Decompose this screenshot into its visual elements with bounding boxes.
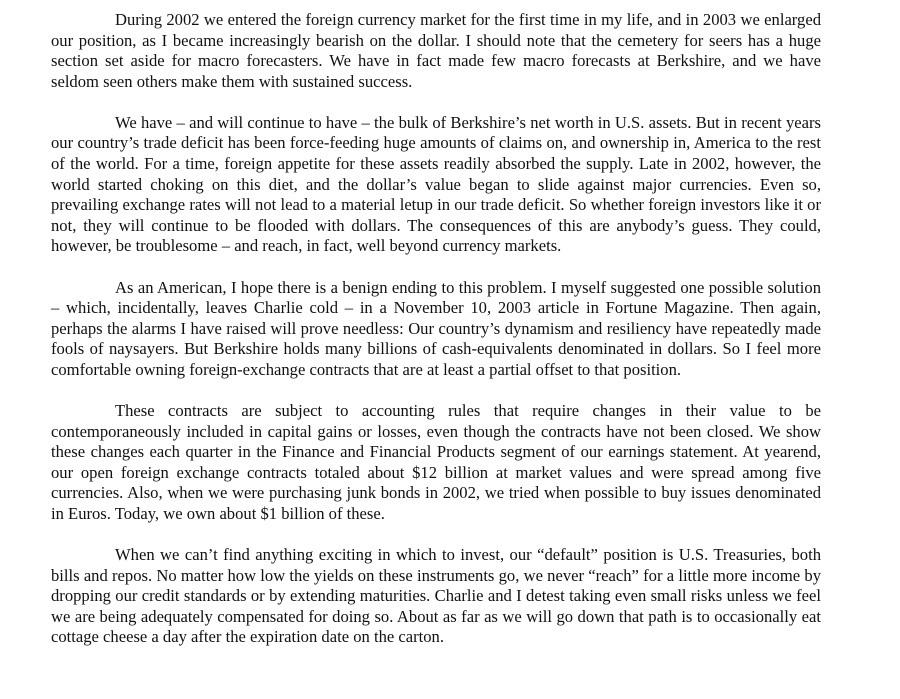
document-page	[51, 10, 821, 648]
paragraph-5: When we can’t find anything exciting in which to invest, our “default” position is U.S. Treasuries, both bills and repos. No matter how low the yields on these instruments go, we never “reach” for a little more income by dropping our credit standards or by extending maturities. Charlie and I detest taking even small risks unless we feel we are being adequately compensated for doing so. About as far as we will go down that path is to occasionally eat cottage cheese a day after the expiration date on the carton.	[51, 545, 821, 647]
paragraph-1: During 2002 we entered the foreign currency market for the first time in my life, and in 2003 we enlarged our position, as I became increasingly bearish on the dollar. I should note that the cemetery for seers has a huge section set aside for macro forecasters. We have in fact made few macro forecasts at Berkshire, and we have seldom seen others make them with sustained success.	[51, 10, 821, 91]
paragraph-4: These contracts are subject to accounting rules that require changes in their value to be contemporaneously included in capital gains or losses, even though the contracts have not been closed. We show these changes each quarter in the Finance and Financial Products segment of our earnings statement. At yearend, our open foreign exchange contracts totaled about $12 billion at market values and were spread among five currencies. Also, when we were purchasing junk bonds in 2002, we tried when possible to buy issues denominated in Euros. Today, we own about $1 billion of these.	[51, 401, 821, 523]
paragraph-3: As an American, I hope there is a benign ending to this problem. I myself suggested one possible solution – which, incidentally, leaves Charlie cold – in a November 10, 2003 article in Fortune Magazine. Then again, perhaps the alarms I have raised will prove needless: Our country’s dynamism and resiliency have repeatedly made fools of naysayers. But Berkshire holds many billions of cash-equivalents denominated in dollars. So I feel more comfortable owning foreign-exchange contracts that are at least a partial offset to that position.	[51, 277, 821, 379]
paragraph-2: We have – and will continue to have – the bulk of Berkshire’s net worth in U.S. assets. But in recent years our country’s trade deficit has been force-feeding huge amounts of claims on, and ownership in, America to the rest of the world. For a time, foreign appetite for these assets readily absorbed the supply. Late in 2002, however, the world started choking on this diet, and the dollar’s value began to slide against major currencies. Even so, prevailing exchange rates will not lead to a material letup in our trade deficit. So whether foreign investors like it or not, they will continue to be flooded with dollars. The consequences of this are anybody’s guess. They could, however, be troublesome – and reach, in fact, well beyond currency markets.	[51, 112, 821, 256]
